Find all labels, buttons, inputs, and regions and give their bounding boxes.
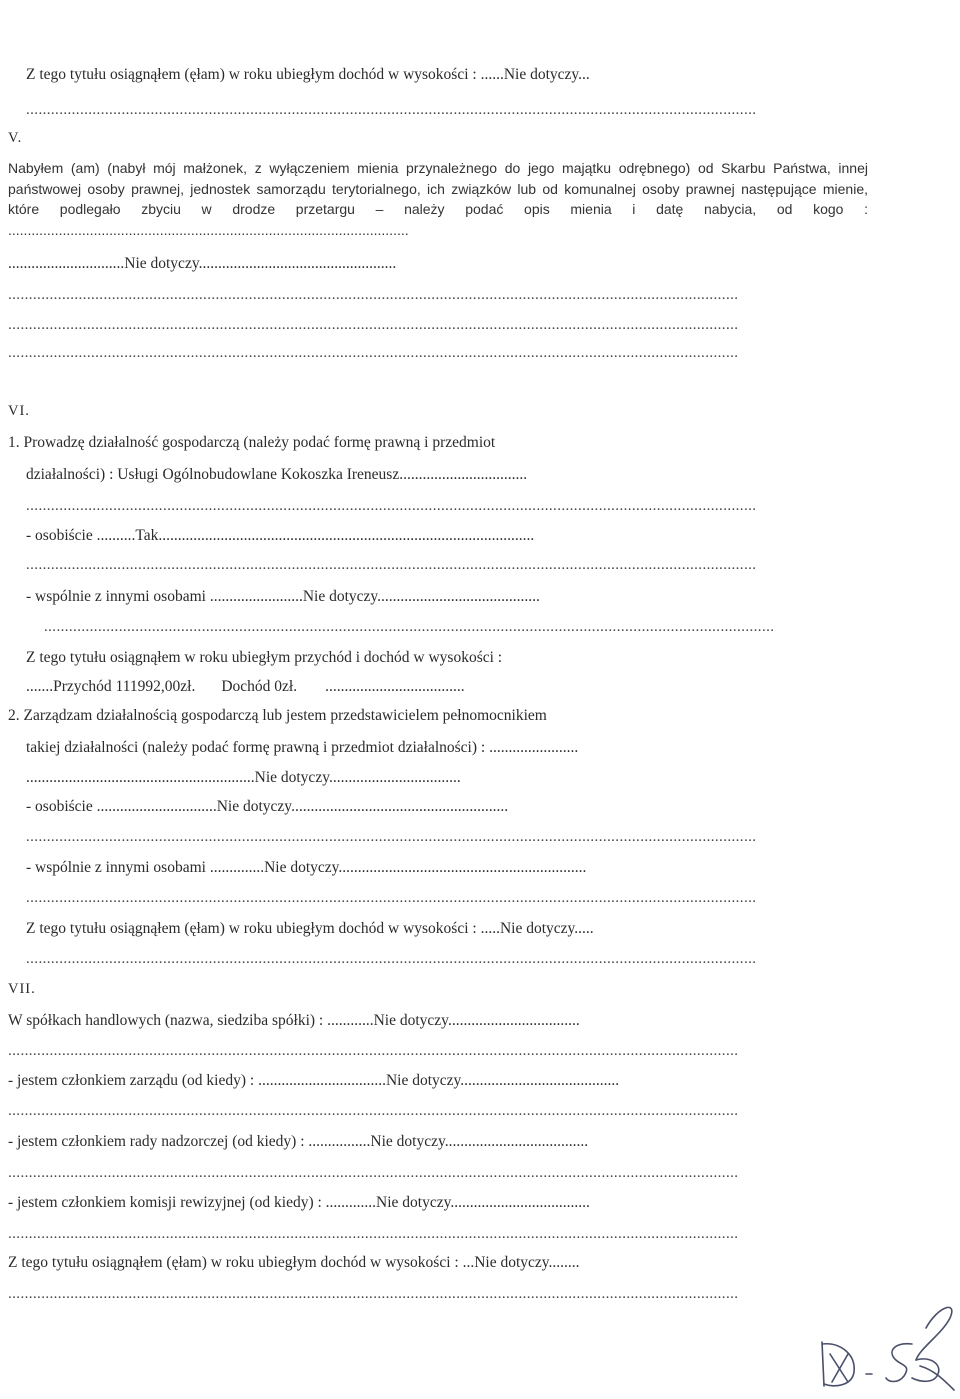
- section-v-label: V.: [8, 130, 23, 146]
- dotted-fill: .................................................................................................: [158, 527, 535, 544]
- joint-value: Nie dotyczy: [302, 588, 378, 605]
- dotted-line: ................................................................................................................................................................................: [8, 1043, 739, 1059]
- dotted-fill: ...............................: [96, 798, 217, 815]
- board-value: Nie dotyczy: [385, 1072, 461, 1089]
- section-vi-p2-income: Z tego tytułu osiągnąłem (ęłam) w roku ubiegłym dochód w wysokości : .....Nie dotyczy.....: [26, 920, 594, 937]
- dotted-fill: ..................................: [447, 1012, 580, 1029]
- dotted-line: ................................................................................................................................................................................: [44, 619, 775, 635]
- p2-value: Nie dotyczy: [254, 769, 329, 786]
- revenue-value: Przychód 111992,00zł.: [53, 678, 196, 695]
- section-vii-companies: [8, 1013, 580, 1029]
- joint-label: - wspólnie z innymi osobami: [26, 588, 206, 605]
- section-vii-supervisory: [8, 1134, 588, 1150]
- dotted-fill: .....................................: [444, 1133, 589, 1150]
- dotted-fill: ..........: [96, 527, 136, 544]
- section-v-answer-line: [8, 256, 396, 272]
- section-vi-p1-line2: [26, 467, 527, 483]
- audit-label: - jestem członkiem komisji rewizyjnej (od kiedy) :: [8, 1194, 322, 1211]
- dotted-line: ................................................................................................................................................................................: [26, 498, 757, 514]
- dotted-line: ................................................................................................................................................................................: [8, 1103, 739, 1119]
- section-vii-income: Z tego tytułu osiągnąłem (ęłam) w roku ubiegłym dochód w wysokości : ...Nie dotyczy........: [8, 1254, 580, 1271]
- section-vii-board: [8, 1073, 619, 1089]
- dotted-line: ................................................................................................................................................................................: [26, 557, 757, 573]
- dotted-fill: ................................................................: [338, 859, 587, 876]
- p2-joint-value: Nie dotyczy: [264, 859, 339, 876]
- dotted-line: ................................................................................................................................................................................: [8, 1165, 739, 1181]
- section-vi-p1-income-label: Z tego tytułu osiągnąłem w roku ubiegłym przychód i dochód w wysokości :: [26, 649, 503, 666]
- dotted-fill: ........................: [209, 588, 303, 605]
- section-vi-label: VI.: [8, 403, 30, 419]
- net-income-value: Dochód 0zł.: [221, 678, 298, 695]
- section-vi-p2-joint: [26, 860, 586, 876]
- section-v-paragraph: [8, 158, 868, 240]
- dotted-fill: .......................................................................................................: [8, 221, 409, 238]
- dotted-line: ................................................................................................................................................................................: [26, 890, 757, 906]
- dotted-fill: .......: [26, 678, 54, 695]
- dotted-fill: .........................................: [460, 1072, 620, 1089]
- personal-label: - osobiście: [26, 527, 93, 544]
- dotted-fill: .................................: [258, 1072, 386, 1089]
- section-vii-label: VII.: [8, 981, 36, 997]
- section-vi-p2-value-line: [26, 770, 461, 786]
- personal-value: Tak: [135, 527, 159, 544]
- section-vi-p2-line2: [26, 740, 578, 756]
- p2-joint-label: - wspólnie z innymi osobami: [26, 859, 206, 876]
- supervisory-value: Nie dotyczy: [370, 1133, 445, 1150]
- p2-line2-text: takiej działalności (należy podać formę prawną i przedmiot działalności) :: [26, 739, 486, 756]
- section-vii-audit: [8, 1195, 590, 1211]
- section-v-answer: Nie dotyczy: [124, 255, 199, 272]
- dotted-fill: .............: [325, 1194, 377, 1211]
- dotted-line: ................................................................................................................................................................................: [8, 287, 739, 303]
- section-vi-p1-line1: 1. Prowadzę działalność gospodarczą (należy podać formę prawną i przedmiot: [8, 434, 496, 451]
- p2-personal-label: - osobiście: [26, 798, 93, 815]
- dotted-fill: ....................................: [325, 678, 465, 695]
- dotted-fill: ...........................................................: [26, 769, 255, 786]
- business-label: działalności) :: [26, 466, 114, 483]
- dotted-fill: .................................: [399, 466, 528, 483]
- dotted-fill: ..............: [209, 859, 265, 876]
- dotted-line: ................................................................................................................................................................................: [8, 1286, 739, 1302]
- signature-initials: [808, 1298, 958, 1394]
- dotted-line: ................................................................................................................................................................................: [26, 102, 757, 118]
- dotted-fill: ....................................: [450, 1194, 590, 1211]
- section-v-paragraph-text: Nabyłem (am) (nabył mój małżonek, z wyłączeniem mienia przynależnego do jego majątku odrębnego) od Skarbu Państwa, innej państwowej osoby prawnej, jednostek samorządu terytorialnego, ich związków lub od komunalnej osoby prawnej następujące mienie, które podlegało zbyciu w drodze przetargu – należy podać opis mienia i datę nabycia, od kogo :: [8, 160, 868, 217]
- audit-value: Nie dotyczy: [376, 1194, 451, 1211]
- section-vi-p2-personal: [26, 799, 508, 815]
- business-value: Usługi Ogólnobudowlane Kokoszka Ireneusz: [117, 466, 400, 483]
- section-vi-p1-joint: [26, 589, 540, 605]
- board-label: - jestem członkiem zarządu (od kiedy) :: [8, 1072, 255, 1089]
- dotted-line: ................................................................................................................................................................................: [26, 829, 757, 845]
- dotted-fill: .......................: [489, 739, 579, 756]
- section-vi-p1-income-values: [26, 679, 465, 695]
- dotted-fill: ........................................................: [291, 798, 509, 815]
- dotted-fill: ................: [308, 1133, 371, 1150]
- dotted-fill: ..............................: [8, 255, 125, 272]
- dotted-fill: ..........................................: [377, 588, 540, 605]
- dotted-fill: ..................................: [328, 769, 461, 786]
- companies-label: W spółkach handlowych (nazwa, siedziba spółki) :: [8, 1012, 324, 1029]
- dotted-fill: ............: [327, 1012, 374, 1029]
- dotted-line: ................................................................................................................................................................................: [26, 951, 757, 967]
- section-vi-p2-line1: 2. Zarządzam działalnością gospodarczą lub jestem przedstawicielem pełnomocnikiem: [8, 707, 547, 724]
- companies-value: Nie dotyczy: [373, 1012, 448, 1029]
- dotted-line: ................................................................................................................................................................................: [8, 1226, 739, 1242]
- supervisory-label: - jestem członkiem rady nadzorczej (od kiedy) :: [8, 1133, 305, 1150]
- section-vi-p1-personal: [26, 528, 534, 544]
- p2-personal-value: Nie dotyczy: [216, 798, 292, 815]
- dotted-line: ................................................................................................................................................................................: [8, 317, 739, 333]
- sec-iv-income-line: Z tego tytułu osiągnąłem (ęłam) w roku ubiegłym dochód w wysokości : ......Nie dotyczy...: [26, 66, 590, 83]
- dotted-line: ................................................................................................................................................................................: [8, 345, 739, 361]
- dotted-fill: ...................................................: [198, 255, 397, 272]
